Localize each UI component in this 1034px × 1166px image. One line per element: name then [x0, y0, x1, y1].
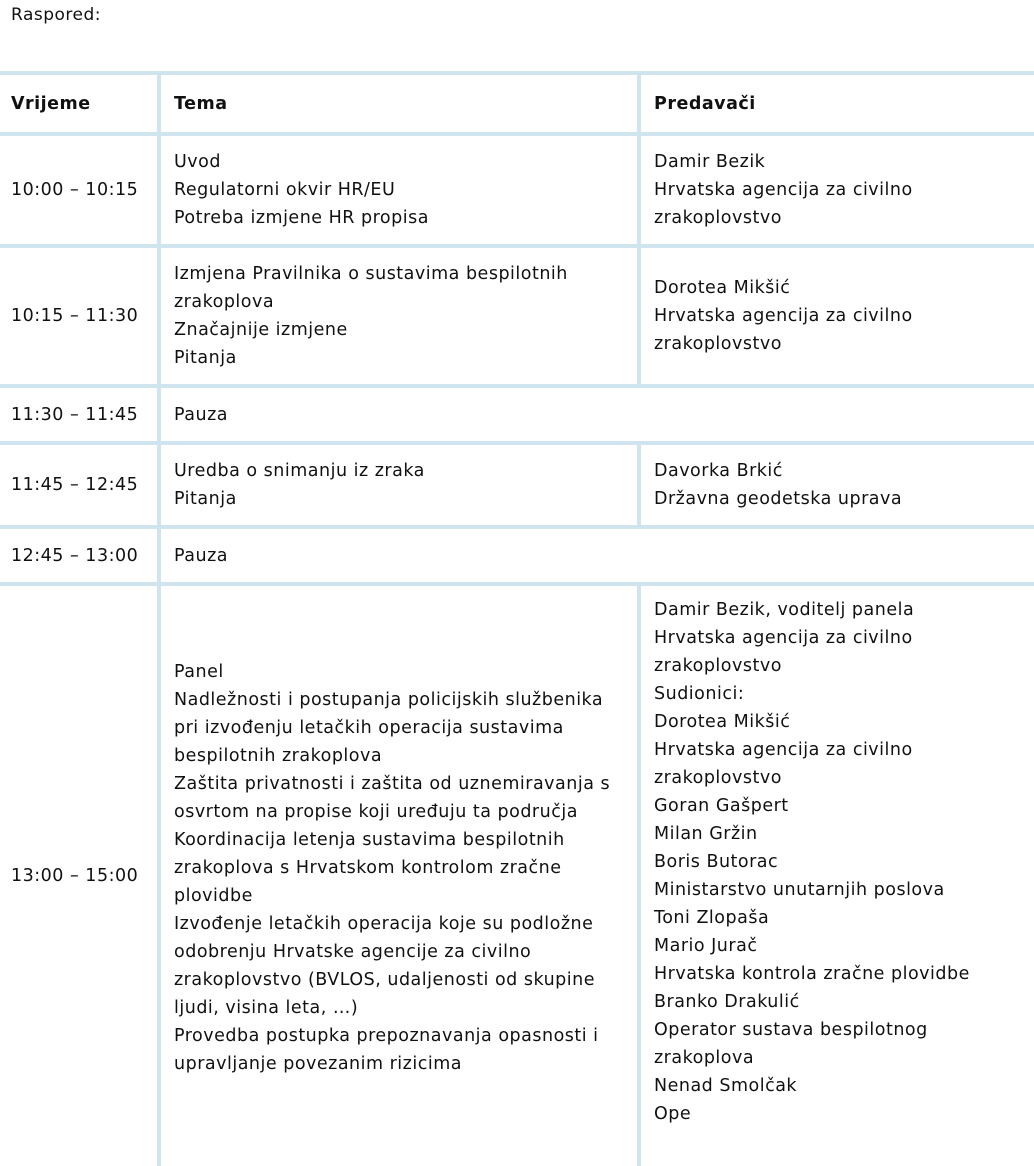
topic-line: Zaštita privatnosti i zaštita od uznemiravanja s — [174, 774, 611, 794]
topic-cell — [159, 527, 1034, 584]
speaker-line: zrakoplovstvo — [654, 334, 782, 354]
speaker-line: Hrvatska agencija za civilno — [654, 628, 913, 648]
topic-line: Koordinacija letenja sustavima bespilotnih — [174, 830, 565, 850]
topic-line: pri izvođenju letačkih operacija sustavima — [174, 718, 564, 738]
topic-line: Izvođenje letačkih operacija koje su podložne — [174, 914, 594, 934]
header-speakers: Predavači — [639, 73, 1034, 134]
topic-line: Značajnije izmjene — [174, 320, 348, 340]
speakers-cell — [639, 443, 1034, 527]
speaker-line: zrakoplovstvo — [654, 768, 782, 788]
topic-cell — [159, 584, 639, 1166]
topic-line: Pitanja — [174, 489, 237, 509]
speaker-line: Dorotea Mikšić — [654, 712, 791, 732]
speaker-line: Državna geodetska uprava — [654, 489, 903, 509]
topic-cell — [159, 386, 1034, 443]
speakers-cell — [639, 584, 1034, 1166]
table-row — [0, 134, 1034, 246]
topic-line: Pauza — [174, 404, 228, 425]
time-cell: 12:45 – 13:00 — [0, 527, 159, 584]
speaker-line: Boris Butorac — [654, 852, 779, 872]
time-cell: 10:00 – 10:15 — [0, 134, 159, 246]
table-row — [0, 443, 1034, 527]
speaker-line: Sudionici: — [654, 684, 745, 704]
speaker-line: Dorotea Mikšić — [654, 278, 791, 298]
topic-line: zrakoplova s Hrvatskom kontrolom zračne — [174, 858, 562, 878]
topic-line: Regulatorni okvir HR/EU — [174, 180, 396, 200]
speaker-line: Operator sustava bespilotnog — [654, 1020, 928, 1040]
speaker-line: zrakoplova — [654, 1048, 755, 1068]
topic-line: Nadležnosti i postupanja policijskih službenika — [174, 690, 604, 710]
speaker-line: Goran Gašpert — [654, 796, 789, 816]
topic-cell — [159, 443, 639, 527]
schedule-table — [0, 71, 1034, 1166]
topic-line: Pitanja — [174, 348, 237, 368]
header-topic: Tema — [159, 73, 639, 134]
time-cell: 11:30 – 11:45 — [0, 386, 159, 443]
topic-line: Provedba postupka prepoznavanja opasnosti i — [174, 1026, 599, 1046]
speaker-line: Hrvatska agencija za civilno — [654, 740, 913, 760]
speaker-line: Hrvatska kontrola zračne plovidbe — [654, 964, 970, 984]
topic-line: zrakoplovstvo (BVLOS, udaljenosti od skupine — [174, 970, 595, 990]
speakers-cell — [639, 134, 1034, 246]
topic-cell — [159, 134, 639, 246]
topic-line: Uredba o snimanju iz zraka — [174, 461, 425, 481]
time-cell: 13:00 – 15:00 — [0, 584, 159, 1166]
table-row — [0, 527, 1034, 584]
topic-line: Panel — [174, 662, 224, 682]
speaker-line: Damir Bezik — [654, 152, 766, 172]
topic-cell — [159, 246, 639, 386]
topic-line: Izmjena Pravilnika o sustavima bespilotnih — [174, 264, 568, 284]
topic-line: odobrenju Hrvatske agencije za civilno — [174, 942, 532, 962]
speaker-line: Toni Zlopaša — [654, 908, 770, 928]
topic-line: plovidbe — [174, 886, 253, 906]
table-row — [0, 584, 1034, 1166]
speaker-line: Ope — [654, 1104, 692, 1124]
speaker-line: Milan Gržin — [654, 824, 758, 844]
speakers-cell — [639, 246, 1034, 386]
speaker-line: Davorka Brkić — [654, 461, 783, 481]
topic-line: Uvod — [174, 152, 221, 172]
topic-line: Potreba izmjene HR propisa — [174, 208, 429, 228]
topic-line: zrakoplova — [174, 292, 275, 312]
speaker-line: Branko Drakulić — [654, 992, 800, 1012]
time-cell: 11:45 – 12:45 — [0, 443, 159, 527]
table-header-row — [0, 73, 1034, 134]
speaker-line: Ministarstvo unutarnjih poslova — [654, 880, 945, 900]
speaker-line: Hrvatska agencija za civilno — [654, 180, 913, 200]
speaker-line: Mario Jurač — [654, 936, 758, 956]
topic-line: Pauza — [174, 545, 228, 566]
topic-line: bespilotnih zrakoplova — [174, 746, 383, 766]
topic-line: upravljanje povezanim rizicima — [174, 1054, 462, 1074]
speaker-line: zrakoplovstvo — [654, 208, 782, 228]
speaker-line: Nenad Smolčak — [654, 1076, 798, 1096]
table-row — [0, 386, 1034, 443]
header-time: Vrijeme — [0, 73, 159, 134]
topic-line: osvrtom na propise koji uređuju ta područja — [174, 802, 578, 822]
speaker-line: Hrvatska agencija za civilno — [654, 306, 913, 326]
topic-line: ljudi, visina leta, …) — [174, 998, 359, 1018]
time-cell: 10:15 – 11:30 — [0, 246, 159, 386]
intro-text: Raspored: — [11, 5, 101, 25]
speaker-line: Damir Bezik, voditelj panela — [654, 600, 915, 620]
speaker-line: zrakoplovstvo — [654, 656, 782, 676]
table-row — [0, 246, 1034, 386]
